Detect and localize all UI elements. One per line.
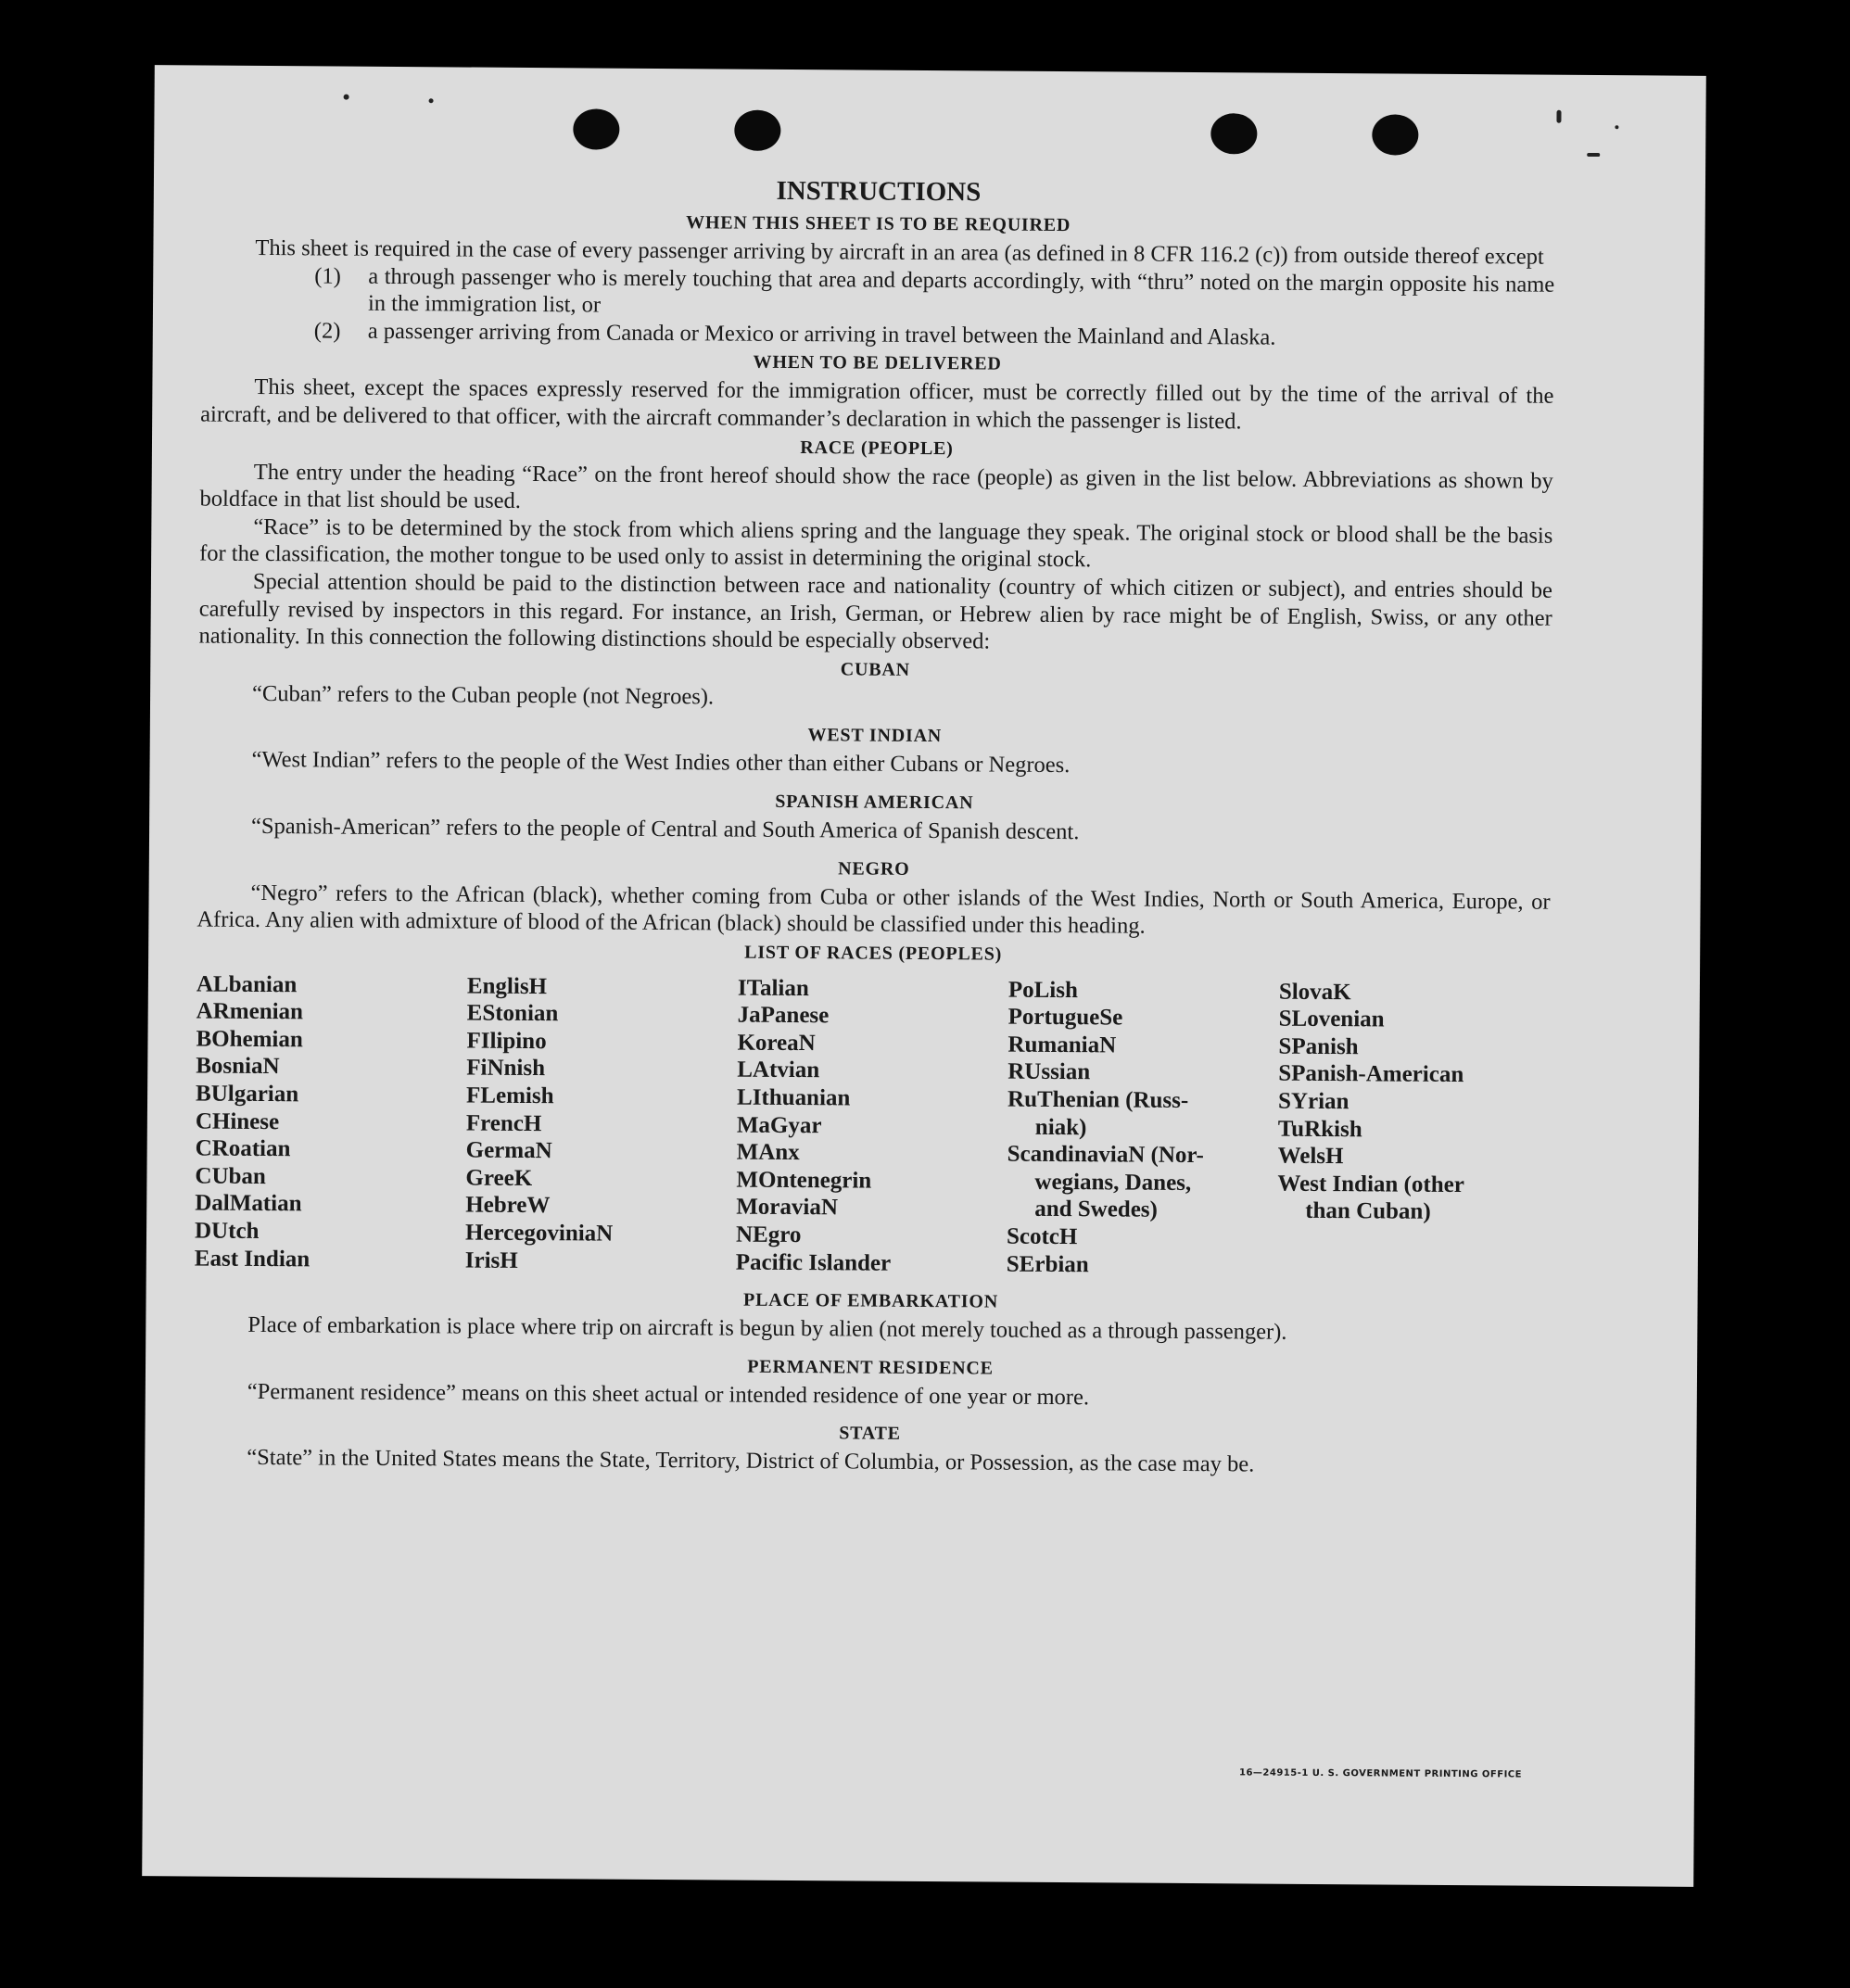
spanish-american-text: “Spanish-American” refers to the people of Central and South America of Spanish descent. bbox=[251, 813, 1080, 845]
race-entry: EStonian bbox=[466, 1000, 559, 1027]
race-entry: and Swedes) bbox=[1034, 1197, 1159, 1223]
embarkation-text: Place of embarkation is place where trip on aircraft is begun by alien (not merely touched as a through passenger). bbox=[247, 1312, 1287, 1345]
races-list bbox=[195, 970, 1550, 1282]
speck bbox=[429, 98, 434, 103]
residence-text: “Permanent residence” means on this sheet actual or intended residence of one year or more. bbox=[247, 1378, 1090, 1411]
item-text: a through passenger who is merely touching that area and departs accordingly, with “thru” noted on the margin opposite his name in the immigration list, or bbox=[367, 263, 1555, 318]
race-entry: niak) bbox=[1034, 1114, 1087, 1140]
race-entry: BOhemian bbox=[196, 1026, 303, 1053]
race-entry: SErbian bbox=[1006, 1251, 1089, 1277]
required-intro: This sheet is required in the case of every passenger arriving by aircraft in an area (as defined in 8 CFR 116.2 (c)) from outside thereof except bbox=[255, 234, 1544, 270]
race-entry: ITalian bbox=[737, 975, 809, 1001]
race-entry: PortugueSe bbox=[1007, 1004, 1123, 1031]
race-entry: NEgro bbox=[735, 1222, 802, 1248]
item-text: a passenger arriving from Canada or Mexico or arriving in travel between the Mainland and Alaska. bbox=[367, 318, 1276, 350]
race-entry: WelsH bbox=[1277, 1143, 1344, 1170]
race-paragraph: The entry under the heading “Race” on the front hereof should show the race (people) as given in the list below. Abbreviations as shown by boldface in that list should be used. bbox=[199, 459, 1553, 514]
race-entry: SYrian bbox=[1277, 1088, 1349, 1115]
race-entry: FIlipino bbox=[466, 1028, 547, 1055]
race-entry: CHinese bbox=[195, 1108, 280, 1134]
race-entry: than Cuban) bbox=[1305, 1198, 1431, 1225]
section-heading-list: LIST OF RACES (PEOPLES) bbox=[744, 942, 1003, 965]
punch-hole bbox=[1210, 113, 1257, 154]
race-entry: FrencH bbox=[465, 1110, 542, 1136]
race-entry: GreeK bbox=[465, 1165, 533, 1191]
race-entry: HebreW bbox=[465, 1192, 551, 1219]
section-heading-negro: NEGRO bbox=[838, 857, 910, 880]
section-heading-spanish-american: SPANISH AMERICAN bbox=[775, 791, 974, 814]
race-entry: DalMatian bbox=[195, 1190, 302, 1217]
race-paragraph: “Race” is to be determined by the stock from which aliens spring and the language they speak. The original stock or blood shall be the basis for the classification, the mother tongue to be used only to assist in determining the original stock. bbox=[199, 513, 1553, 573]
speck bbox=[1587, 153, 1600, 157]
race-entry: KoreaN bbox=[737, 1030, 816, 1057]
item-number: (1) bbox=[314, 262, 341, 289]
race-entry: BosniaN bbox=[196, 1053, 280, 1080]
section-heading-delivered: WHEN TO BE DELIVERED bbox=[753, 352, 1002, 374]
list-item bbox=[314, 262, 1554, 326]
race-entry: BUlgarian bbox=[195, 1081, 299, 1108]
printing-office-note: 16—24915-1 U. S. GOVERNMENT PRINTING OFFICE bbox=[1238, 1767, 1523, 1780]
race-entry: IrisH bbox=[464, 1247, 518, 1273]
races-column bbox=[465, 972, 738, 1276]
race-entry: ScotcH bbox=[1006, 1223, 1078, 1250]
race-entry: EnglisH bbox=[466, 973, 548, 999]
speck bbox=[1556, 110, 1561, 123]
section-heading-west-indian: WEST INDIAN bbox=[807, 725, 943, 747]
race-paragraph: Special attention should be paid to the distinction between race and nationality (country of which citizen or subject), and entries should be carefully revised by inspectors in this regard. For instance, an Irish, German, or Hebrew alien by race might be of English, Swiss, or any other nationality. In this connection the following distinctions should be especially observed: bbox=[198, 568, 1553, 654]
punch-hole bbox=[1372, 114, 1418, 155]
race-entry: SLovenian bbox=[1278, 1006, 1385, 1032]
race-entry: RuThenian (Russ- bbox=[1007, 1086, 1189, 1114]
race-entry: ARmenian bbox=[196, 998, 304, 1025]
race-entry: West Indian (other bbox=[1277, 1171, 1464, 1197]
races-column bbox=[1007, 976, 1279, 1280]
race-entry: JaPanese bbox=[737, 1002, 830, 1029]
cuban-text: “Cuban” refers to the Cuban people (not Negroes). bbox=[252, 680, 715, 710]
races-column bbox=[195, 970, 467, 1274]
race-entry: CUban bbox=[195, 1163, 266, 1189]
west-indian-text: “West Indian” refers to the people of the West Indies other than either Cubans or Negroes. bbox=[251, 747, 1071, 779]
speck bbox=[1615, 125, 1618, 129]
section-heading-embarkation: PLACE OF EMBARKATION bbox=[743, 1289, 999, 1312]
race-entry: MOntenegrin bbox=[736, 1167, 872, 1194]
race-entry: HercegoviniaN bbox=[464, 1220, 614, 1247]
race-entry: RUssian bbox=[1007, 1059, 1091, 1085]
race-entry: SPanish-American bbox=[1278, 1061, 1464, 1088]
race-entry: GermaN bbox=[465, 1137, 552, 1164]
race-entry: ALbanian bbox=[196, 971, 298, 997]
instructions-content bbox=[193, 171, 1555, 1481]
race-entry: Pacific Islander bbox=[735, 1249, 892, 1276]
race-entry: SlovaK bbox=[1278, 979, 1351, 1005]
races-column bbox=[1277, 978, 1550, 1282]
section-heading-state: STATE bbox=[839, 1423, 901, 1445]
race-entry: TuRkish bbox=[1277, 1116, 1362, 1142]
race-entry: CRoatian bbox=[195, 1135, 291, 1162]
item-number: (2) bbox=[313, 318, 341, 344]
delivered-text: This sheet, except the spaces expressly reserved for the immigration officer, must be correctly filled out by the time of the arrival of the aircraft, and be delivered to that officer, with the aircraft commander’s declaration in which the passenger is listed. bbox=[200, 374, 1554, 435]
section-heading-required: WHEN THIS SHEET IS TO BE REQUIRED bbox=[686, 212, 1071, 236]
state-text: “State” in the United States means the State, Territory, District of Columbia, or Possession, as the case may be. bbox=[247, 1445, 1255, 1477]
race-entry: East Indian bbox=[194, 1246, 310, 1273]
section-heading-residence: PERMANENT RESIDENCE bbox=[747, 1356, 994, 1379]
race-entry: RumaniaN bbox=[1007, 1032, 1117, 1058]
races-column bbox=[736, 974, 1008, 1278]
punch-hole bbox=[734, 110, 780, 151]
race-entry: MaGyar bbox=[736, 1112, 822, 1138]
race-entry: LAtvian bbox=[737, 1057, 820, 1083]
race-entry: FiNnish bbox=[466, 1056, 546, 1082]
speck bbox=[344, 95, 349, 100]
section-heading-cuban: CUBAN bbox=[840, 659, 910, 680]
negro-text: “Negro” refers to the African (black), whether coming from Cuba or other islands of the West Indies, North or South America, Europe, or Africa. Any alien with admixture of blood of the African (black) should be classified under this heading. bbox=[196, 880, 1551, 939]
section-heading-race: RACE (PEOPLE) bbox=[800, 437, 954, 459]
punch-hole bbox=[573, 108, 619, 149]
page-title: INSTRUCTIONS bbox=[776, 175, 982, 208]
document-sheet bbox=[142, 65, 1706, 1887]
race-entry: ScandinaviaN (Nor- bbox=[1007, 1141, 1205, 1169]
race-entry: MAnx bbox=[736, 1139, 800, 1166]
race-entry: PoLish bbox=[1007, 977, 1079, 1003]
race-entry: SPanish bbox=[1278, 1033, 1359, 1060]
race-entry: FLemish bbox=[465, 1083, 554, 1109]
race-entry: DUtch bbox=[194, 1218, 260, 1245]
race-entry: MoraviaN bbox=[736, 1195, 839, 1221]
race-entry: wegians, Danes, bbox=[1034, 1169, 1192, 1196]
race-entry: LIthuanian bbox=[736, 1084, 851, 1111]
